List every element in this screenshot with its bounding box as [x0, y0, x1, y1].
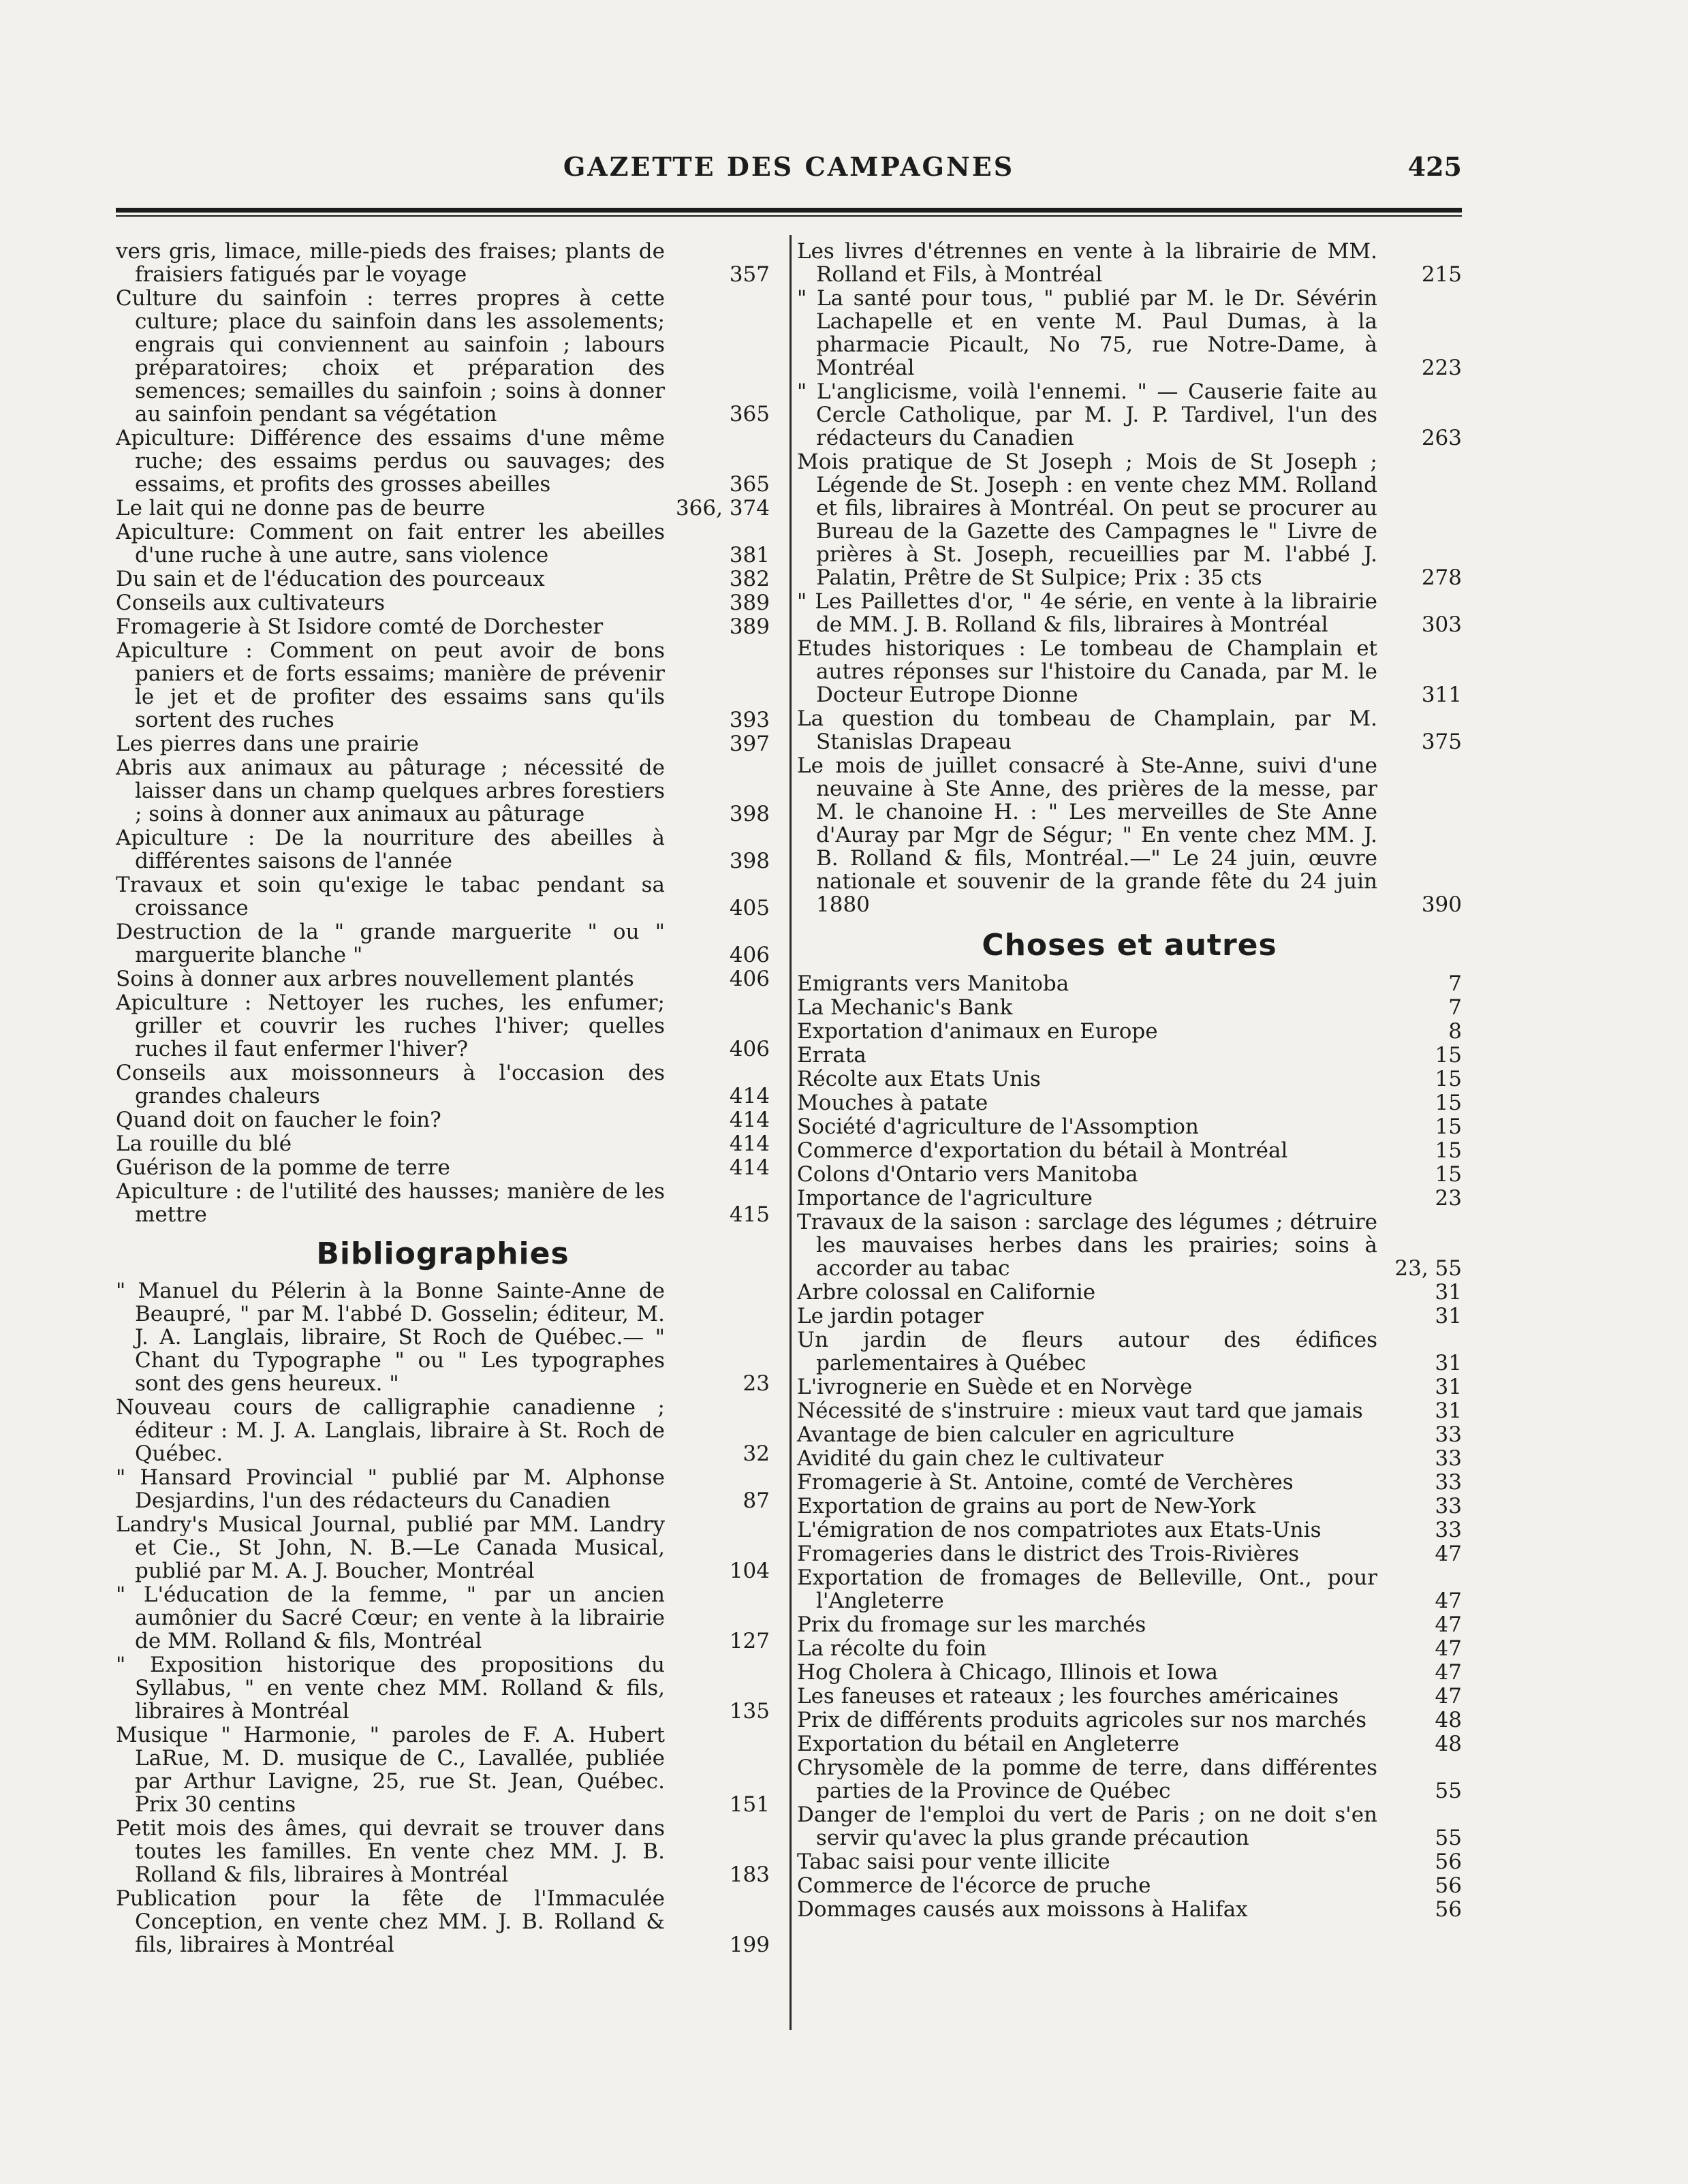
entry-page-ref: 398	[729, 849, 770, 873]
choses-list	[797, 972, 1462, 1921]
index-entry	[797, 1163, 1462, 1186]
bibliographies-heading: Bibliographies	[316, 1236, 569, 1271]
entry-page-ref: 15	[1435, 1114, 1462, 1139]
index-entry	[797, 1067, 1462, 1091]
index-entry	[797, 1211, 1462, 1280]
entry-page-ref: 33	[1435, 1494, 1462, 1518]
entry-text: Travaux de la saison : sarclage des légumes ; détruire les mauvaises herbes dans les prairies; soins à accorder au tabac	[797, 1210, 1377, 1281]
entry-page-ref: 215	[1421, 262, 1462, 287]
index-entry	[116, 567, 770, 591]
entry-text: Conseils aux moissonneurs à l'occasion des grandes chaleurs	[116, 1061, 665, 1108]
entry-text: Arbre colossal en Californie	[797, 1280, 1096, 1305]
left-entries	[116, 240, 770, 1226]
entry-text: Musique " Harmonie, " paroles de F. A. Hubert LaRue, M. D. musique de C., Lavallée, publiée par Arthur Lavigne, 25, rue St. Jean, Québec. Prix 30 centins	[116, 1723, 665, 1817]
entry-text: Nouveau cours de calligraphie canadienne ; éditeur : M. J. A. Langlais, libraire à St. Roch de Québec.	[116, 1395, 665, 1466]
entry-text: Le jardin potager	[797, 1304, 984, 1328]
column-divider	[790, 235, 792, 2030]
entry-text: Prix du fromage sur les marchés	[797, 1612, 1146, 1637]
entry-page-ref: 398	[729, 802, 770, 826]
entry-page-ref: 381	[729, 543, 770, 567]
entry-page-ref: 55	[1435, 1826, 1462, 1850]
index-entry	[116, 520, 770, 567]
entry-text: Culture du sainfoin : terres propres à cette culture; place du sainfoin dans les assolements; engrais qui conviennent au sainfoin ; labours préparatoires; choix et préparation des semences; semailles du sainfoin ; soins à donner au sainfoin pendant sa végétation	[116, 286, 665, 426]
entry-page-ref: 127	[729, 1629, 770, 1653]
index-entry	[116, 591, 770, 614]
header-rule-thick	[116, 208, 1462, 213]
index-entry	[797, 1091, 1462, 1114]
index-entry	[797, 972, 1462, 995]
entry-text: Prix de différents produits agricoles sur nos marchés	[797, 1708, 1367, 1732]
index-entry	[797, 1423, 1462, 1446]
index-entry	[116, 1513, 770, 1582]
index-entry	[116, 1156, 770, 1179]
entry-text: L'émigration de nos compatriotes aux Etats-Unis	[797, 1518, 1322, 1542]
index-entry	[797, 1732, 1462, 1756]
entry-page-ref: 56	[1435, 1897, 1462, 1922]
entry-text: Un jardin de fleurs autour des édifices parlementaires à Québec	[797, 1328, 1377, 1375]
entry-page-ref: 48	[1435, 1708, 1462, 1732]
index-entry	[797, 287, 1462, 379]
entry-page-ref: 31	[1435, 1351, 1462, 1375]
index-entry	[116, 1653, 770, 1723]
entry-text: Petit mois des âmes, qui devrait se trouver dans toutes les familles. En vente chez MM. J. B. Rolland & fils, libraires à Montréal	[116, 1816, 665, 1887]
index-entry	[797, 1709, 1462, 1732]
entry-text: Exportation de grains au port de New-York	[797, 1494, 1256, 1518]
index-entry	[797, 1613, 1462, 1636]
entry-page-ref: 32	[743, 1441, 770, 1466]
running-title: GAZETTE DES CAMPAGNES	[563, 151, 1015, 182]
entry-page-ref: 47	[1435, 1612, 1462, 1637]
entry-text: Publication pour la fête de l'Immaculée Conception, en vente chez MM. J. B. Rolland & fils, libraires à Montréal	[116, 1886, 665, 1957]
entry-text: Avidité du gain chez le cultivateur	[797, 1446, 1163, 1471]
page-header	[116, 151, 1462, 192]
entry-text: Quand doit on faucher le foin?	[116, 1108, 441, 1132]
entry-page-ref: 23, 55	[1394, 1256, 1462, 1281]
entry-page-ref: 33	[1435, 1518, 1462, 1542]
entry-text: " L'anglicisme, voilà l'ennemi. " — Causerie faite au Cercle Catholique, par M. J. P. Tardivel, l'un des rédacteurs du Canadien	[797, 379, 1377, 450]
index-entry	[797, 1518, 1462, 1542]
entry-text: Importance de l'agriculture	[797, 1186, 1093, 1211]
index-entry	[116, 615, 770, 638]
entry-text: " Les Paillettes d'or, " 4e série, en vente à la librairie de MM. J. B. Rolland & fils, libraires à Montréal	[797, 589, 1377, 637]
index-entry	[797, 1495, 1462, 1518]
index-entry	[797, 1803, 1462, 1850]
index-entry	[116, 1817, 770, 1886]
entry-text: Travaux et soin qu'exige le tabac pendant sa croissance	[116, 873, 665, 920]
index-entry	[116, 426, 770, 496]
index-entry	[797, 1850, 1462, 1873]
index-entry	[797, 1756, 1462, 1803]
index-entry	[116, 1396, 770, 1465]
entry-text: " Hansard Provincial " publié par M. Alphonse Desjardins, l'un des rédacteurs du Canadien	[116, 1465, 665, 1513]
entry-text: Destruction de la " grande marguerite " ou " marguerite blanche "	[116, 920, 665, 967]
entry-page-ref: 183	[729, 1862, 770, 1887]
entry-text: Mois pratique de St Joseph ; Mois de St Joseph ; Légende de St. Joseph : en vente chez MM. Rolland et fils, libraires à Montréal. On peut se procurer au Bureau de la Gazette des Campagnes le " Livre de prières à St. Joseph, recueillies par M. l'abbé J. Palatin, Prêtre de St Sulpice; Prix : 35 cts	[797, 450, 1377, 590]
entry-page-ref: 47	[1435, 1636, 1462, 1661]
entry-page-ref: 23	[743, 1371, 770, 1396]
entry-text: " L'éducation de la femme, " par un ancien aumônier du Sacré Cœur; en vente à la librairie de MM. Rolland & fils, Montréal	[116, 1582, 665, 1653]
entry-text: Commerce de l'écorce de pruche	[797, 1873, 1151, 1898]
entry-page-ref: 15	[1435, 1043, 1462, 1067]
index-entry	[116, 991, 770, 1061]
entry-text: Hog Cholera à Chicago, Illinois et Iowa	[797, 1660, 1219, 1685]
entry-page-ref: 199	[729, 1933, 770, 1957]
entry-page-ref: 357	[729, 262, 770, 287]
page-number: 425	[1407, 151, 1462, 182]
index-entry	[797, 590, 1462, 636]
index-entry	[797, 754, 1462, 916]
entry-page-ref: 104	[729, 1559, 770, 1583]
index-entry	[797, 1115, 1462, 1138]
entry-text: Exportation de fromages de Belleville, Ont., pour l'Angleterre	[797, 1565, 1377, 1613]
entry-text: Apiculture: Comment on fait entrer les abeilles d'une ruche à une autre, sans violence	[116, 520, 665, 567]
entry-page-ref: 15	[1435, 1067, 1462, 1091]
entry-page-ref: 390	[1421, 892, 1462, 917]
entry-text: Dommages causés aux moissons à Halifax	[797, 1897, 1248, 1922]
entry-page-ref: 414	[729, 1084, 770, 1108]
index-entry	[116, 967, 770, 990]
index-entry	[797, 637, 1462, 706]
entry-text: Mouches à patate	[797, 1091, 988, 1115]
entry-text: Nécessité de s'instruire : mieux vaut tard que jamais	[797, 1399, 1363, 1423]
entry-text: Apiculture : De la nourriture des abeilles à différentes saisons de l'année	[116, 826, 665, 873]
entry-page-ref: 56	[1435, 1850, 1462, 1874]
entry-text: Commerce d'exportation du bétail à Montréal	[797, 1138, 1288, 1163]
entry-text: vers gris, limace, mille-pieds des fraises; plants de fraisiers fatigués par le voyage	[116, 239, 665, 287]
entry-page-ref: 87	[743, 1488, 770, 1513]
index-entry	[116, 1723, 770, 1816]
index-entry	[116, 1279, 770, 1395]
entry-text: Soins à donner aux arbres nouvellement plantés	[116, 967, 634, 991]
entry-text: Etudes historiques : Le tombeau de Champlain et autres réponses sur l'histoire du Canada, par M. le Docteur Eutrope Dionne	[797, 636, 1377, 707]
left-column	[116, 240, 770, 1957]
index-entry	[116, 287, 770, 426]
entry-page-ref: 151	[729, 1792, 770, 1817]
entry-text: Fromageries dans le district des Trois-Rivières	[797, 1542, 1300, 1566]
entry-page-ref: 311	[1421, 683, 1462, 707]
entry-page-ref: 263	[1421, 426, 1462, 450]
index-entry	[116, 1180, 770, 1226]
entry-page-ref: 15	[1435, 1138, 1462, 1163]
index-entry	[116, 639, 770, 732]
entry-text: Exportation d'animaux en Europe	[797, 1019, 1158, 1044]
index-entry	[797, 996, 1462, 1019]
index-entry	[797, 380, 1462, 450]
index-entry	[797, 1566, 1462, 1612]
entry-text: Les pierres dans une prairie	[116, 732, 419, 756]
entry-text: " Exposition historique des propositions du Syllabus, " en vente chez MM. Rolland & fils, libraires à Montréal	[116, 1653, 665, 1723]
entry-text: Fromagerie à St Isidore comté de Dorchester	[116, 614, 604, 639]
index-entry	[116, 826, 770, 873]
entry-page-ref: 31	[1435, 1375, 1462, 1399]
index-entry	[797, 1542, 1462, 1565]
entry-page-ref: 33	[1435, 1446, 1462, 1471]
entry-text: La question du tombeau de Champlain, par M. Stanislas Drapeau	[797, 706, 1377, 754]
index-entry	[116, 1132, 770, 1155]
index-entry	[797, 240, 1462, 286]
entry-page-ref: 33	[1435, 1470, 1462, 1495]
entry-page-ref: 389	[729, 591, 770, 615]
entry-page-ref: 303	[1421, 612, 1462, 637]
entry-page-ref: 393	[729, 708, 770, 732]
entry-page-ref: 55	[1435, 1779, 1462, 1803]
index-entry	[116, 240, 770, 286]
index-entry	[797, 1187, 1462, 1210]
choses-heading: Choses et autres	[982, 928, 1277, 963]
entry-page-ref: 406	[729, 967, 770, 991]
entry-text: Guérison de la pomme de terre	[116, 1155, 450, 1180]
entry-text: Les faneuses et rateaux ; les fourches américaines	[797, 1684, 1339, 1709]
entry-text: Apiculture: Différence des essaims d'une même ruche; des essaims perdus ou sauvages; des essaims, et profits des grosses abeilles	[116, 426, 665, 497]
index-entry	[797, 1471, 1462, 1494]
entry-page-ref: 389	[729, 614, 770, 639]
entry-text: Fromagerie à St. Antoine, comté de Verchères	[797, 1470, 1294, 1495]
entry-page-ref: 405	[729, 896, 770, 920]
entry-page-ref: 365	[729, 402, 770, 426]
entry-text: Les livres d'étrennes en vente à la librairie de MM. Rolland et Fils, à Montréal	[797, 239, 1377, 287]
index-entry	[116, 1108, 770, 1132]
entry-page-ref: 31	[1435, 1280, 1462, 1305]
index-entry	[797, 1281, 1462, 1304]
entry-text: Exportation du bétail en Angleterre	[797, 1732, 1180, 1756]
entry-page-ref: 366, 374	[675, 496, 770, 520]
entry-page-ref: 278	[1421, 565, 1462, 590]
entry-text: Conseils aux cultivateurs	[116, 591, 386, 615]
entry-page-ref: 414	[729, 1155, 770, 1180]
index-entry	[116, 920, 770, 967]
entry-text: Récolte aux Etats Unis	[797, 1067, 1041, 1091]
right-column	[797, 240, 1462, 1922]
entry-text: La rouille du blé	[116, 1132, 292, 1156]
entry-text: Emigrants vers Manitoba	[797, 971, 1069, 996]
entry-text: Colons d'Ontario vers Manitoba	[797, 1162, 1138, 1187]
entry-page-ref: 56	[1435, 1873, 1462, 1898]
index-entry	[797, 1139, 1462, 1162]
index-entry	[797, 1898, 1462, 1921]
entry-page-ref: 47	[1435, 1589, 1462, 1613]
index-entry	[116, 1061, 770, 1108]
entry-page-ref: 7	[1448, 995, 1462, 1020]
index-entry	[797, 450, 1462, 589]
index-entry	[797, 1020, 1462, 1043]
entry-text: Apiculture : de l'utilité des hausses; manière de les mettre	[116, 1179, 665, 1227]
index-entry	[797, 707, 1462, 753]
entry-page-ref: 47	[1435, 1684, 1462, 1709]
entry-text: Apiculture : Comment on peut avoir de bons paniers et de forts essaims; manière de prévenir le jet et de profiter des essaims sans qu'ils sortent des ruches	[116, 638, 665, 732]
entry-text: La Mechanic's Bank	[797, 995, 1013, 1020]
index-entry	[116, 497, 770, 520]
entry-page-ref: 23	[1435, 1186, 1462, 1211]
entry-text: Du sain et de l'éducation des pourceaux	[116, 567, 545, 591]
entry-text: " Manuel du Pélerin à la Bonne Sainte-Anne de Beaupré, " par M. l'abbé D. Gosselin; éditeur, M. J. A. Langlais, libraire, St Roch de Québec.— " Chant du Typographe " ou " Les typographes sont des gens heureux. "	[116, 1279, 665, 1396]
entry-page-ref: 8	[1448, 1019, 1462, 1044]
entry-page-ref: 397	[729, 732, 770, 756]
entry-page-ref: 7	[1448, 971, 1462, 996]
index-entry	[797, 1044, 1462, 1067]
entry-text: Danger de l'emploi du vert de Paris ; on ne doit s'en servir qu'avec la plus grande précaution	[797, 1803, 1377, 1850]
entry-page-ref: 47	[1435, 1660, 1462, 1685]
header-rule-thin	[116, 215, 1462, 217]
entry-text: " La santé pour tous, " publié par M. le Dr. Sévérin Lachapelle et en vente M. Paul Dumas, à la pharmacie Picault, No 75, rue Notre-Dame, à Montréal	[797, 286, 1377, 380]
entry-text: Avantage de bien calculer en agriculture	[797, 1422, 1235, 1447]
index-entry	[797, 1685, 1462, 1708]
entry-page-ref: 365	[729, 472, 770, 497]
index-entry	[797, 1661, 1462, 1684]
entry-text: Le lait qui ne donne pas de beurre	[116, 496, 486, 520]
index-entry	[116, 732, 770, 755]
index-entry	[797, 1328, 1462, 1375]
entry-page-ref: 406	[729, 1037, 770, 1061]
index-entry	[797, 1305, 1462, 1328]
entry-text: Abris aux animaux au pâturage ; nécessité de laisser dans un champ quelques arbres forestiers ; soins à donner aux animaux au pâturage	[116, 755, 665, 826]
entry-text: Chrysomèle de la pomme de terre, dans différentes parties de la Province de Québec	[797, 1756, 1377, 1803]
index-entry	[116, 873, 770, 920]
entry-page-ref: 47	[1435, 1542, 1462, 1566]
entry-page-ref: 33	[1435, 1422, 1462, 1447]
entry-page-ref: 414	[729, 1132, 770, 1156]
entry-text: Tabac saisi pour vente illicite	[797, 1850, 1110, 1874]
entry-page-ref: 375	[1421, 730, 1462, 754]
index-entry	[797, 1375, 1462, 1399]
entry-page-ref: 415	[729, 1202, 770, 1227]
entry-page-ref: 31	[1435, 1399, 1462, 1423]
entry-text: La récolte du foin	[797, 1636, 987, 1661]
entry-text: Le mois de juillet consacré à Ste-Anne, suivi d'une neuvaine à Ste Anne, des prières de la messe, par M. le chanoine H. : " Les merveilles de Ste Anne d'Auray par Mgr de Ségur; " En vente chez MM. J. B. Rolland & fils, Montréal.—" Le 24 juin, œuvre nationale et souvenir de la grande fête du 24 juin 1880	[797, 753, 1377, 917]
index-entry	[797, 1637, 1462, 1660]
entry-page-ref: 15	[1435, 1162, 1462, 1187]
entry-text: Errata	[797, 1043, 866, 1067]
index-entry	[116, 1887, 770, 1956]
entry-text: Société d'agriculture de l'Assomption	[797, 1114, 1199, 1139]
index-entry	[116, 756, 770, 826]
index-entry	[797, 1399, 1462, 1422]
entry-page-ref: 382	[729, 567, 770, 591]
right-entries	[797, 240, 1462, 916]
bibliographies-list	[116, 1279, 770, 1956]
entry-text: Apiculture : Nettoyer les ruches, les enfumer; griller et couvrir les ruches l'hiver; quelles ruches il faut enfermer l'hiver?	[116, 990, 665, 1061]
entry-page-ref: 406	[729, 943, 770, 967]
entry-page-ref: 414	[729, 1108, 770, 1132]
entry-text: L'ivrognerie en Suède et en Norvège	[797, 1375, 1193, 1399]
entry-page-ref: 31	[1435, 1304, 1462, 1328]
entry-page-ref: 15	[1435, 1091, 1462, 1115]
index-entry	[797, 1874, 1462, 1897]
entry-page-ref: 223	[1421, 356, 1462, 380]
entry-page-ref: 48	[1435, 1732, 1462, 1756]
entry-page-ref: 135	[729, 1699, 770, 1723]
entry-text: Landry's Musical Journal, publié par MM. Landry et Cie., St John, N. B.—Le Canada Musical, publié par M. A. J. Boucher, Montréal	[116, 1512, 665, 1583]
index-entry	[116, 1583, 770, 1653]
index-entry	[116, 1466, 770, 1512]
index-entry	[797, 1447, 1462, 1470]
